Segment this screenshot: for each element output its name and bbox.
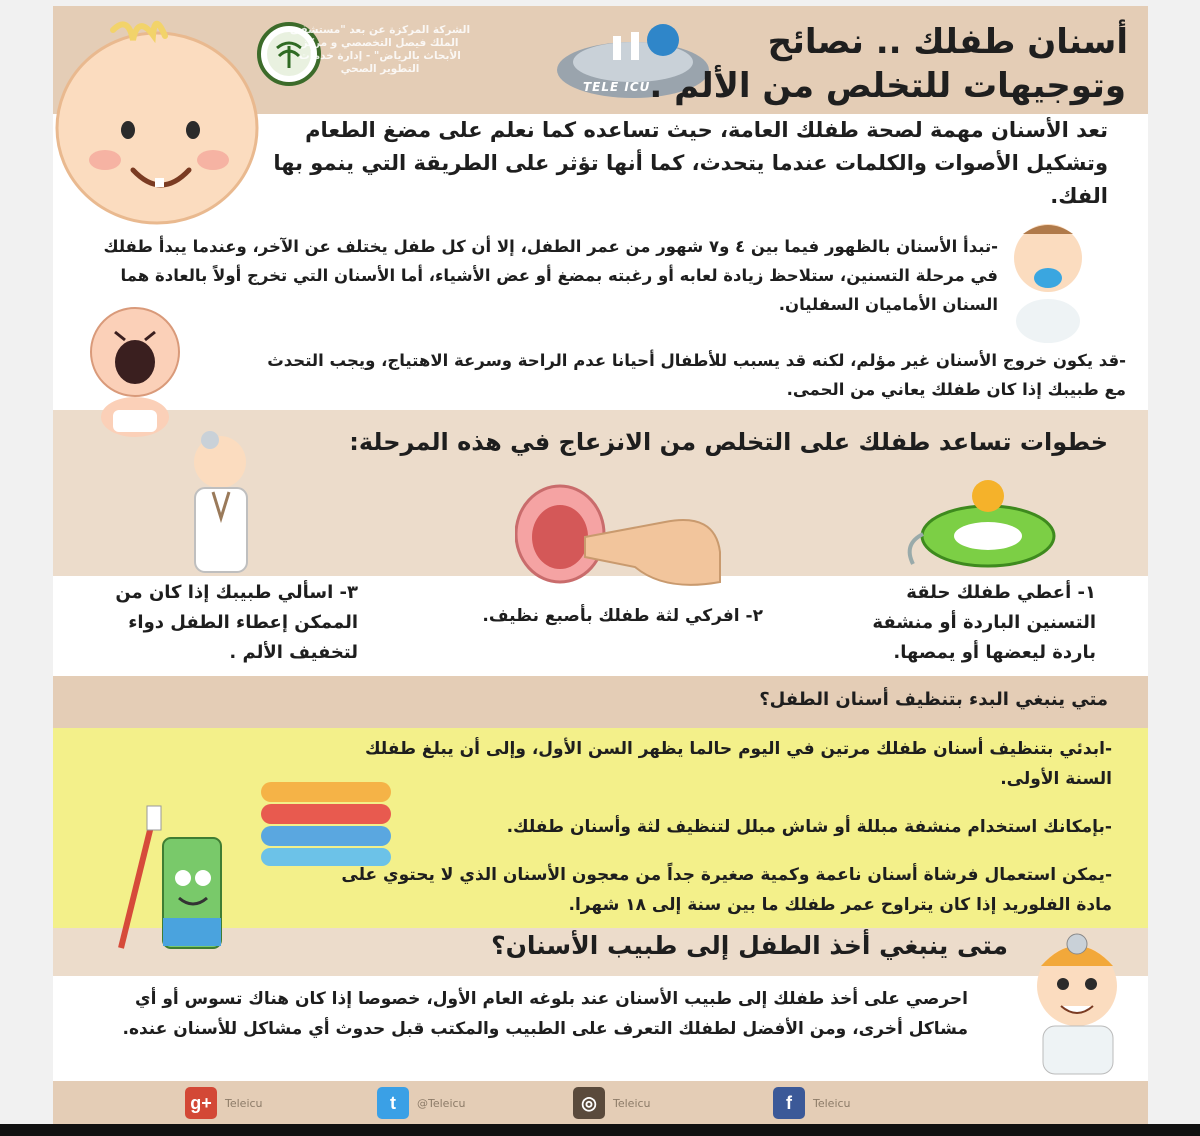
baby-face-illustration — [53, 10, 263, 225]
child-dentist-illustration — [1013, 926, 1143, 1076]
social-facebook-label: Teleicu — [813, 1096, 851, 1110]
step-3-text: ٣- اسألي طبيبك إذا كان من الممكن إعطاء الطفل دواء لتخفيف الألم . — [115, 582, 358, 663]
teething-paragraph-2: -قد يكون خروج الأسنان غير مؤلم، لكنه قد يسبب للأطفال أحيانا عدم الراحة وسرعة الاهتياج، ويجب التحدث مع طبيبك إذا كان طفلك يعاني من الحمى. — [267, 351, 1126, 399]
toothpaste-brush-illustration — [111, 798, 231, 958]
cleaning-point-1: -ابدئي بتنظيف أسنان طفلك مرتين في اليوم حالما يظهر السن الأول، وإلى أن يبلغ طفلك السنة الأولى. — [364, 739, 1112, 789]
social-googleplus[interactable] — [185, 1087, 263, 1119]
social-instagram[interactable] — [573, 1087, 651, 1119]
google-plus-icon: g+ — [185, 1087, 217, 1119]
social-instagram-label: Teleicu — [613, 1096, 651, 1110]
instagram-icon: ◎ — [573, 1087, 605, 1119]
social-twitter-label: @Teleicu — [417, 1096, 466, 1110]
doctor-illustration — [165, 422, 265, 582]
cleaning-point-2: -بإمكانك استخدام منشفة مبللة أو شاش مبلل لتنظيف لثة وأسنان طفلك. — [506, 817, 1112, 837]
dentist-heading: متى ينبغي أخذ الطفل إلى طبيب الأسنان؟ — [491, 931, 1008, 960]
dentist-paragraph: احرصي على أخذ طفلك إلى طبيب الأسنان عند بلوغه العام الأول، خصوصا إذا كان هناك تسوس أو أي مشاكل أخرى، ومن الأفضل لطفلك التعرف على الطبيب والمكتب قبل حدوث أي مشاكل للأسنان عنده. — [122, 989, 968, 1039]
intro-paragraph: تعد الأسنان مهمة لصحة طفلك العامة، حيث تساعده كما نعلم على مضغ الطعام وتشكيل الأصوات والكلمات عندما يتحدث، كما أنها تؤثر على الطريقة التي ينمو بها الفك. — [273, 118, 1108, 208]
tele-icu-label: TELE ICU — [583, 80, 651, 94]
cleaning-heading: متي ينبغي البدء بتنظيف أسنان الطفل؟ — [759, 689, 1108, 710]
bottom-edge — [0, 1124, 1200, 1136]
page-title-line1: أسنان طفلك .. نصائح — [767, 22, 1128, 62]
teething-ring-illustration — [893, 474, 1063, 574]
cleaning-point-3: -يمكن استعمال فرشاة أسنان ناعمة وكمية صغيرة جداً من معجون الأسنان الذي لا يحتوي على مادة الفلوريد إذا كان يتراوح عمر طفلك ما بين سنة إلى ١٨ شهرا. — [341, 865, 1112, 915]
facebook-icon: f — [773, 1087, 805, 1119]
social-footer — [53, 1081, 1148, 1124]
social-googleplus-label: Teleicu — [225, 1096, 263, 1110]
social-facebook[interactable] — [773, 1087, 851, 1119]
steps-heading: خطوات تساعد طفلك على التخلص من الانزعاج في هذه المرحلة: — [349, 428, 1108, 456]
social-twitter[interactable] — [377, 1087, 466, 1119]
hospital-logo-text: الشركة المركزة عن بعد "مستشفى الملك فيصل التخصصي و مركز الأبحاث بالرياض" - إدارة خدمات التطوير الصحي — [289, 24, 471, 75]
gum-rub-finger-illustration — [515, 482, 725, 592]
baby-pacifier-illustration — [1003, 216, 1093, 346]
step-1-text: ١- أعطي طفلك حلقة التسنين الباردة أو منشفة باردة ليعضها أو يمصها. — [872, 582, 1096, 663]
twitter-icon: t — [377, 1087, 409, 1119]
teething-paragraph-1: -تبدأ الأسنان بالظهور فيما بين ٤ و٧ شهور من عمر الطفل، إلا أن كل طفل يختلف عن الآخر، وعندما يبدأ طفلك في مرحلة التسنين، ستلاحظ زيادة لعابه أو رغبته بمضغ أو عض الأشياء، أما الأسنان التي تخرج أولاً بالعادة هما السنان الأماميان السفليان. — [103, 237, 998, 314]
step-2-text: ٢- افركي لثة طفلك بأصبع نظيف. — [482, 606, 763, 626]
poster — [53, 6, 1148, 1124]
page-title-line2: وتوجيهات للتخلص من الألم . — [649, 66, 1126, 106]
